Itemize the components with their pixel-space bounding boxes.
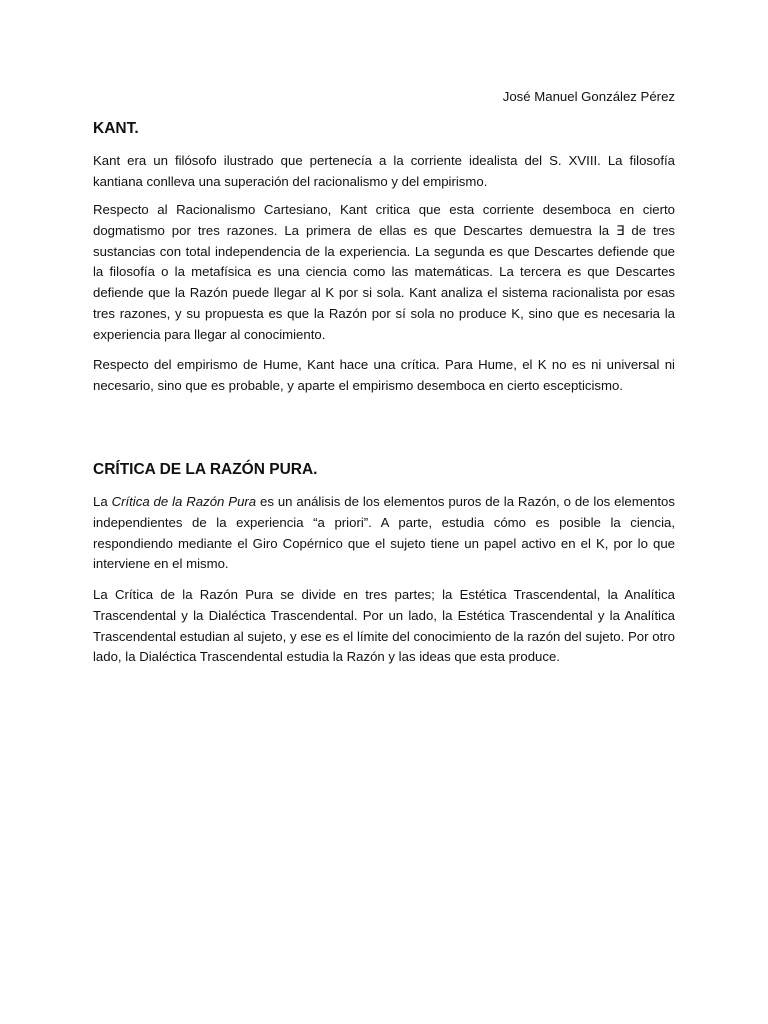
- paragraph-empirismo: Respecto del empirismo de Hume, Kant hace una crítica. Para Hume, el K no es ni universal ni necesario, sino que es probable, y aparte el empirismo desemboca en cierto escepticismo.: [93, 357, 675, 393]
- paragraph-critica-pre: La: [93, 494, 112, 509]
- author-name: José Manuel González Pérez: [502, 89, 675, 104]
- section-title-critica: CRÍTICA DE LA RAZÓN PURA.: [93, 461, 318, 478]
- book-title-italic: Crítica de la Razón Pura: [111, 494, 257, 509]
- section-title-kant: KANT.: [93, 120, 139, 137]
- paragraph-intro: Kant era un filósofo ilustrado que pertenecía a la corriente idealista del S. XVIII. La filosofía kantiana conlleva una superación del racionalismo y del empirismo.: [93, 153, 675, 189]
- paragraph-critica-post: es un análisis de los elementos puros de la Razón, o de los elementos independientes de la experiencia “a priori”. A parte, estudia cómo es posible la ciencia, respondiendo mediante el Giro Copérnico que el sujeto tiene un papel activo en el K, por lo que interviene en el mismo.: [93, 494, 675, 572]
- paragraph-critica-analisis: [93, 492, 675, 575]
- paragraph-critica-partes: La Crítica de la Razón Pura se divide en tres partes; la Estética Trascendental, la Analítica Trascendental y la Dialéctica Trascendental. Por un lado, la Estética Trascendental y la Analítica Trascendental estudian al sujeto, y ese es el límite del conocimiento de la razón del sujeto. Por otro lado, la Dialéctica Trascendental estudia la Razón y las ideas que esta produce.: [93, 587, 675, 665]
- paragraph-racionalismo: Respecto al Racionalismo Cartesiano, Kant critica que esta corriente desemboca en cierto dogmatismo por tres razones. La primera de ellas es que Descartes demuestra la ∃ de tres sustancias con total independencia de la experiencia. La segunda es que Descartes defiende que la filosofía o la metafísica es una ciencia como las matemáticas. La tercera es que Descartes defiende que la Razón puede llegar al K por si sola. Kant analiza el sistema racionalista por esas tres razones, y su propuesta es que la Razón por sí sola no produce K, sino que es necesaria la experiencia para llegar al conocimiento.: [93, 202, 675, 342]
